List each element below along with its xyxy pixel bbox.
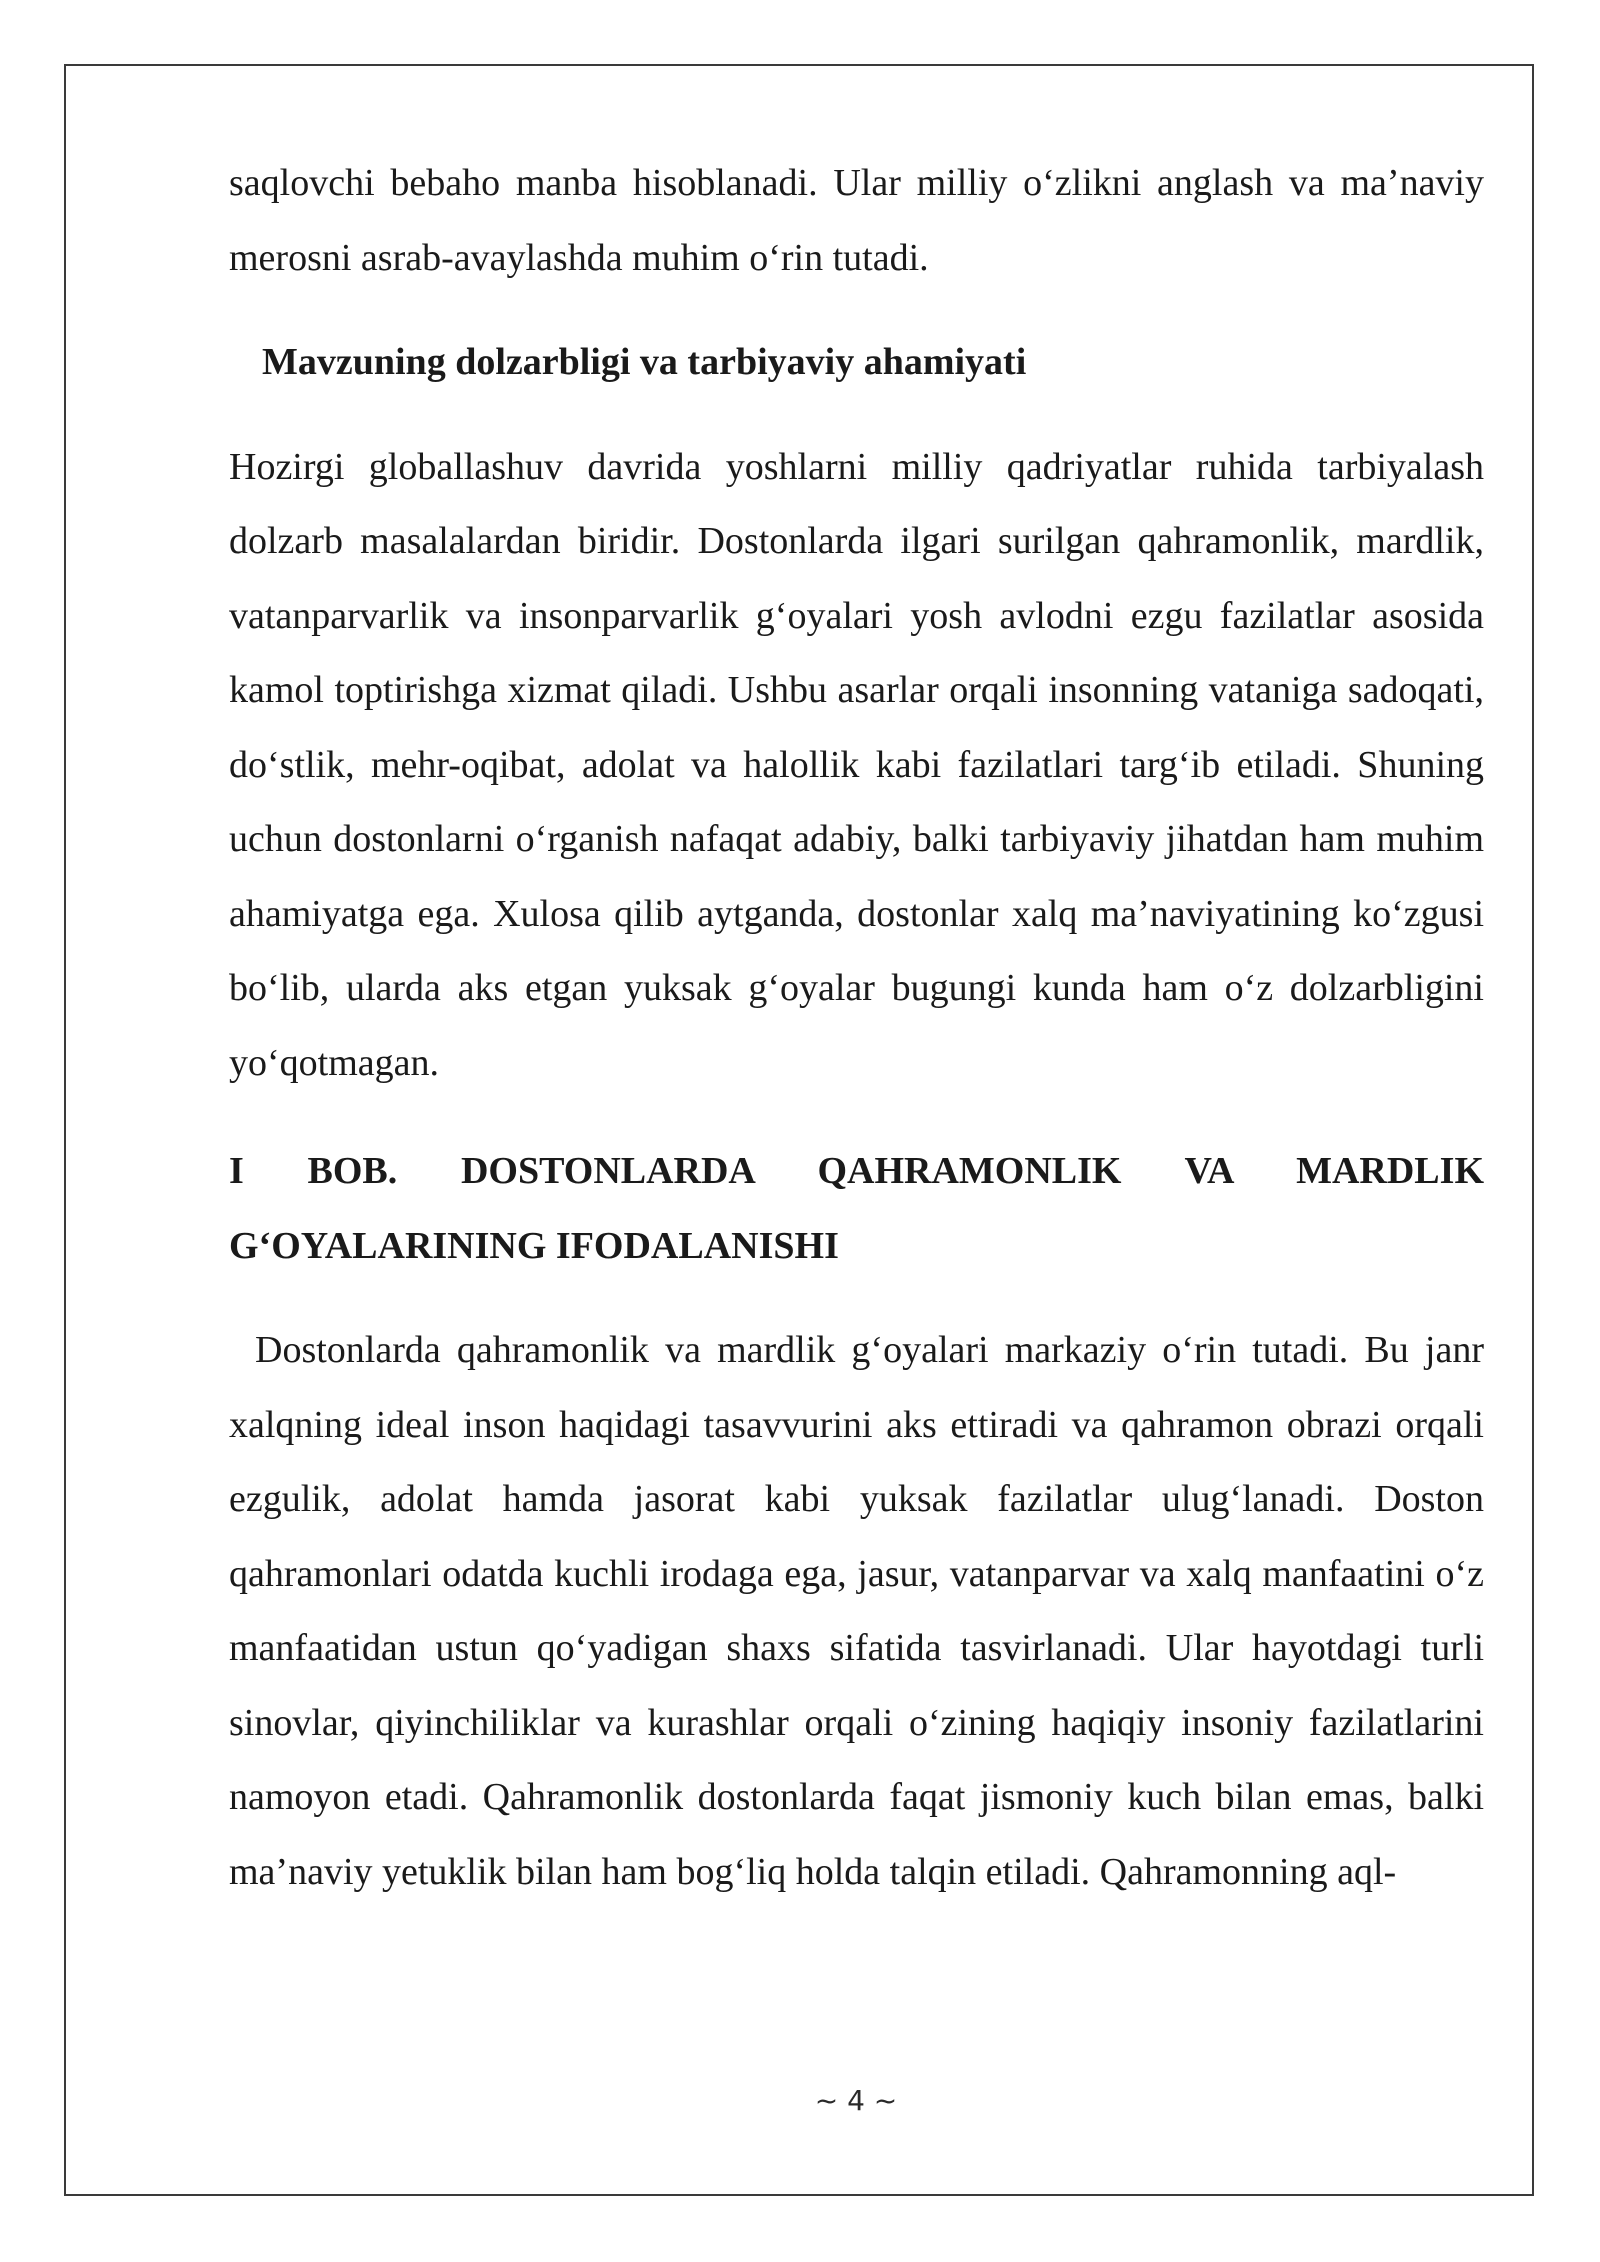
chapter-heading: I BOB. DOSTONLARDA QAHRAMONLIK VA MARDLIK G‘OYALARINING IFODALANISHI — [229, 1150, 1484, 1267]
paragraph-chapter-intro: Dostonlarda qahramonlik va mardlik g‘oyalari markaziy o‘rin tutadi. Bu janr xalqning ideal inson haqidagi tasavvurini aks ettiradi va qahramon obrazi orqali ezgulik, adolat hamda jasorat kabi yuksak fazilatlar ulug‘lanadi. Doston qahramonlari odatda kuchli irodaga ega, jasur, vatanparvar va xalq manfaatini o‘z manfaatidan ustun qo‘yadigan shaxs sifatida tasvirlanadi. Ular hayotdagi turli sinovlar, qiyinchiliklar va kurashlar orqali o‘zining haqiqiy insoniy fazilatlarini namoyon etadi. Qahramonlik dostonlarda faqat jismoniy kuch bilan emas, balki ma’naviy yetuklik bilan ham bog‘liq holda talqin etiladi. Qahramonning aql- — [229, 1329, 1484, 1893]
page-number: ~ 4 ~ — [814, 2084, 898, 2117]
section-subheading: Mavzuning dolzarbligi va tarbiyaviy ahamiyati — [262, 341, 1027, 383]
document-body — [229, 146, 1484, 1909]
paragraph-relevance: Hozirgi globallashuv davrida yoshlarni milliy qadriyatlar ruhida tarbiyalash dolzarb masalalardan biridir. Dostonlarda ilgari surilgan qahramonlik, mardlik, vatanparvarlik va insonparvarlik g‘oyalari yosh avlodni ezgu fazilatlar asosida kamol toptirishga xizmat qiladi. Ushbu asarlar orqali insonning vataniga sadoqati, do‘stlik, mehr-oqibat, adolat va halollik kabi fazilatlari targ‘ib etiladi. Shuning uchun dostonlarni o‘rganish nafaqat adabiy, balki tarbiyaviy jihatdan ham muhim ahamiyatga ega. Xulosa qilib aytganda, dostonlar xalq ma’naviyatining ko‘zgusi bo‘lib, ularda aks etgan yuksak g‘oyalar bugungi kunda ham o‘z dolzarbligini yo‘qotmagan. — [229, 445, 1484, 1084]
paragraph-continued: saqlovchi bebaho manba hisoblanadi. Ular milliy o‘zlikni anglash va ma’naviy merosni asrab-avaylashda muhim o‘rin tutadi. — [229, 162, 1484, 279]
